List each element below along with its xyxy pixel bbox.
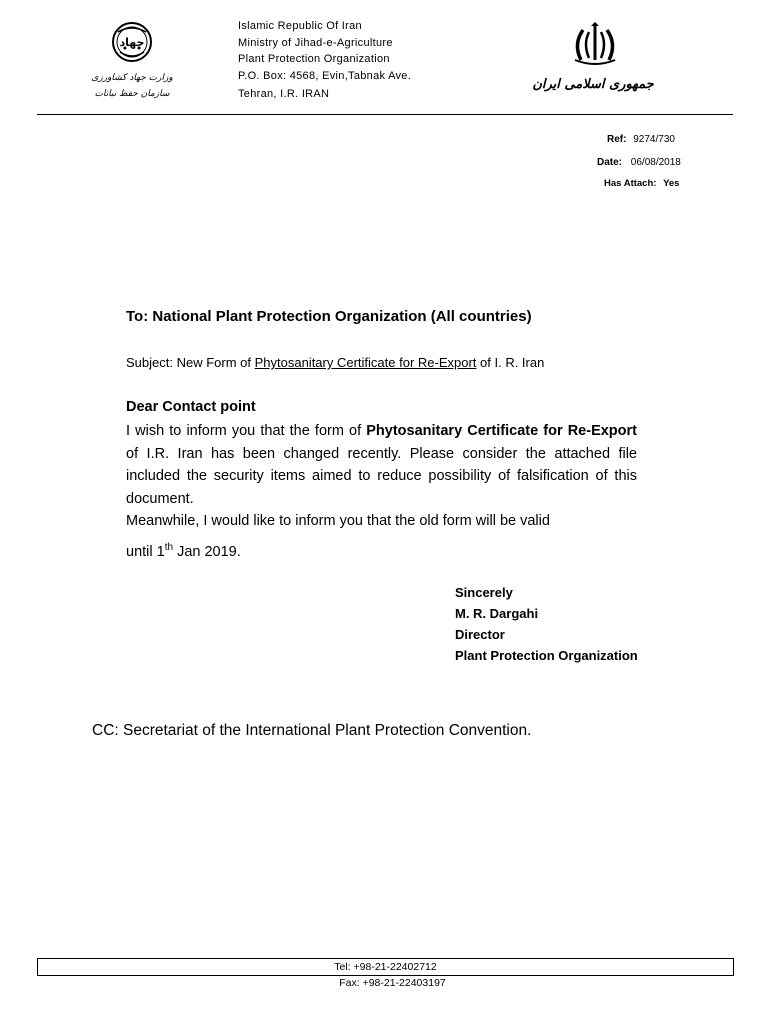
ministry-logo (91, 20, 176, 102)
footer-tel: Tel: +98-21-22402712 (334, 961, 437, 973)
ref-label: Ref: (607, 134, 627, 145)
body-paragraph-1: I wish to inform you that the form of Phytosanitary Certificate for Re-Export of I.R. Iran has been changed recently. Please consider the attached file included the security items aimed to reduce possibility of falsification of this document. (126, 423, 637, 507)
body-paragraph-3: until 1th Jan 2019. (126, 541, 241, 560)
subject-link: Phytosanitary Certificate for Re-Export (254, 355, 477, 370)
ministry-emblem-icon (91, 20, 176, 102)
address-line: Islamic Republic Of Iran (238, 20, 362, 32)
cc-line: CC: Secretariat of the International Plant Protection Convention. (92, 722, 532, 739)
attach-label: Has Attach: (604, 178, 657, 189)
subject-suffix: of I. R. Iran (476, 355, 545, 370)
signature-block (455, 582, 638, 666)
closing: Sincerely (455, 585, 513, 600)
salutation: Dear Contact point (126, 399, 256, 415)
date-value: 06/08/2018 (630, 157, 681, 168)
attach-row (604, 178, 679, 189)
date-label: Date: (597, 157, 623, 168)
emblem-text: جهاد (119, 36, 145, 49)
signer-title: Director (455, 627, 505, 642)
ref-value: 9274/730 (633, 134, 675, 145)
recipient-line: To: National Plant Protection Organization (All countries) (126, 308, 532, 325)
letter-body (126, 420, 637, 563)
header-divider (37, 114, 733, 115)
iran-persian-text: جمهوری اسلامی ایران (532, 77, 654, 92)
certificate-name: Phytosanitary Certificate for Re-Export (366, 423, 637, 439)
subject-line (126, 355, 544, 370)
ministry-persian-line-2: سازمان حفظ نباتات (94, 89, 170, 99)
iran-logo (532, 22, 654, 100)
footer-fax: Fax: +98-21-22403197 (339, 977, 446, 989)
date-row (597, 157, 681, 168)
address-line: Plant Protection Organization (238, 53, 390, 65)
signer-org: Plant Protection Organization (455, 648, 638, 663)
subject-prefix: Subject: New Form of (126, 355, 255, 370)
ref-row (607, 134, 675, 145)
iran-emblem-icon (532, 22, 654, 100)
address-line: Ministry of Jihad-e-Agriculture (238, 36, 393, 49)
attach-value: Yes (663, 178, 680, 189)
sender-address (238, 18, 411, 103)
signer-name: M. R. Dargahi (455, 606, 539, 621)
body-paragraph-2: Meanwhile, I would like to inform you that the old form will be valid (126, 513, 550, 529)
ministry-persian-line-1: وزارت جهاد کشاورزی (91, 73, 173, 83)
address-line: P.O. Box: 4568, Evin,Tabnak Ave. (238, 69, 412, 82)
contact-footer (37, 958, 734, 989)
address-line: Tehran, I.R. IRAN (238, 88, 330, 100)
